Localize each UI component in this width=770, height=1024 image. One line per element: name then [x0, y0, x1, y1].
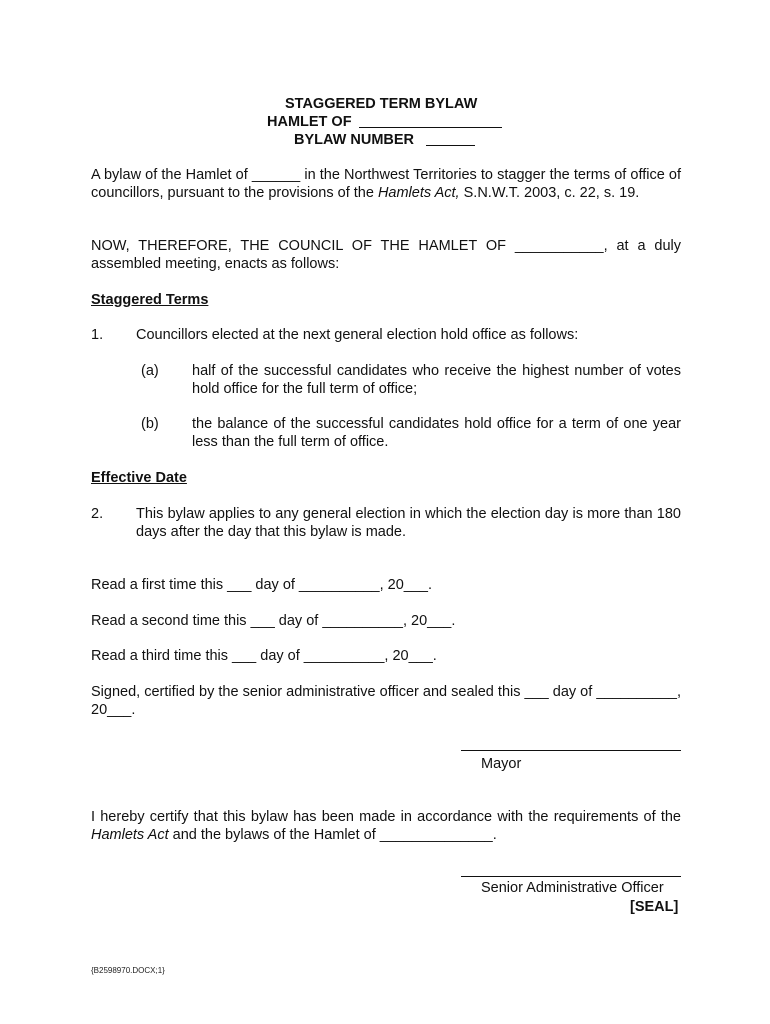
third-reading-line: Read a third time this ___ day of __________, 20___. [91, 648, 437, 664]
seal-label: [SEAL] [630, 899, 679, 915]
second-reading-line: Read a second time this ___ day of __________, 20___. [91, 613, 456, 629]
bylaw-number-blank-line [426, 145, 475, 146]
section-heading-effective-date: Effective Date [91, 470, 187, 486]
signed-paragraph: Signed, certified by the senior administrative officer and sealed this ___ day of __________, 20___. [91, 684, 681, 718]
item-a-text: half of the successful candidates who receive the highest number of votes hold office for the full term of office; [192, 363, 681, 397]
bylaw-number-label: BYLAW NUMBER [294, 132, 415, 148]
act-name-certify: Hamlets Act [91, 827, 169, 843]
mayor-label: Mayor [481, 756, 522, 772]
act-name: Hamlets Act, [377, 185, 460, 201]
sao-label: Senior Administrative Officer [481, 880, 664, 896]
document-footer-code: {B2598970.DOCX;1} [91, 966, 165, 975]
enacting-clause: NOW, THEREFORE, THE COUNCIL OF THE HAMLET OF ___________, at a duly assembled meeting, enacts as follows: [91, 238, 681, 272]
section-1-text: Councillors elected at the next general election hold office as follows: [136, 327, 579, 343]
hamlet-name-blank-line [359, 127, 502, 128]
document-title: STAGGERED TERM BYLAW [285, 96, 478, 112]
mayor-signature-line [461, 750, 681, 751]
section-heading-staggered-terms: Staggered Terms [91, 292, 209, 308]
section-1-number: 1. [91, 327, 104, 343]
item-b-text: the balance of the successful candidates hold office for a term of one year less than the full term of office. [192, 416, 681, 450]
certification-paragraph: I hereby certify that this bylaw has been made in accordance with the requirements of the Hamlets Act and the bylaws of the Hamlet of ______________. [91, 809, 681, 843]
sao-signature-line [461, 876, 681, 877]
section-2-number: 2. [91, 506, 104, 522]
preamble-paragraph: A bylaw of the Hamlet of ______ in the Northwest Territories to stagger the terms of office of councillors, pursuant to the provisions of the Hamlets Act, S.N.W.T. 2003, c. 22, s. 19. [91, 167, 681, 201]
item-a-label: (a) [141, 363, 159, 379]
section-2-text: This bylaw applies to any general election in which the election day is more than 180 days after the day that this bylaw is made. [136, 506, 681, 540]
hamlet-of-label: HAMLET OF [267, 114, 352, 130]
first-reading-line: Read a first time this ___ day of __________, 20___. [91, 577, 432, 593]
item-b-label: (b) [141, 416, 159, 432]
